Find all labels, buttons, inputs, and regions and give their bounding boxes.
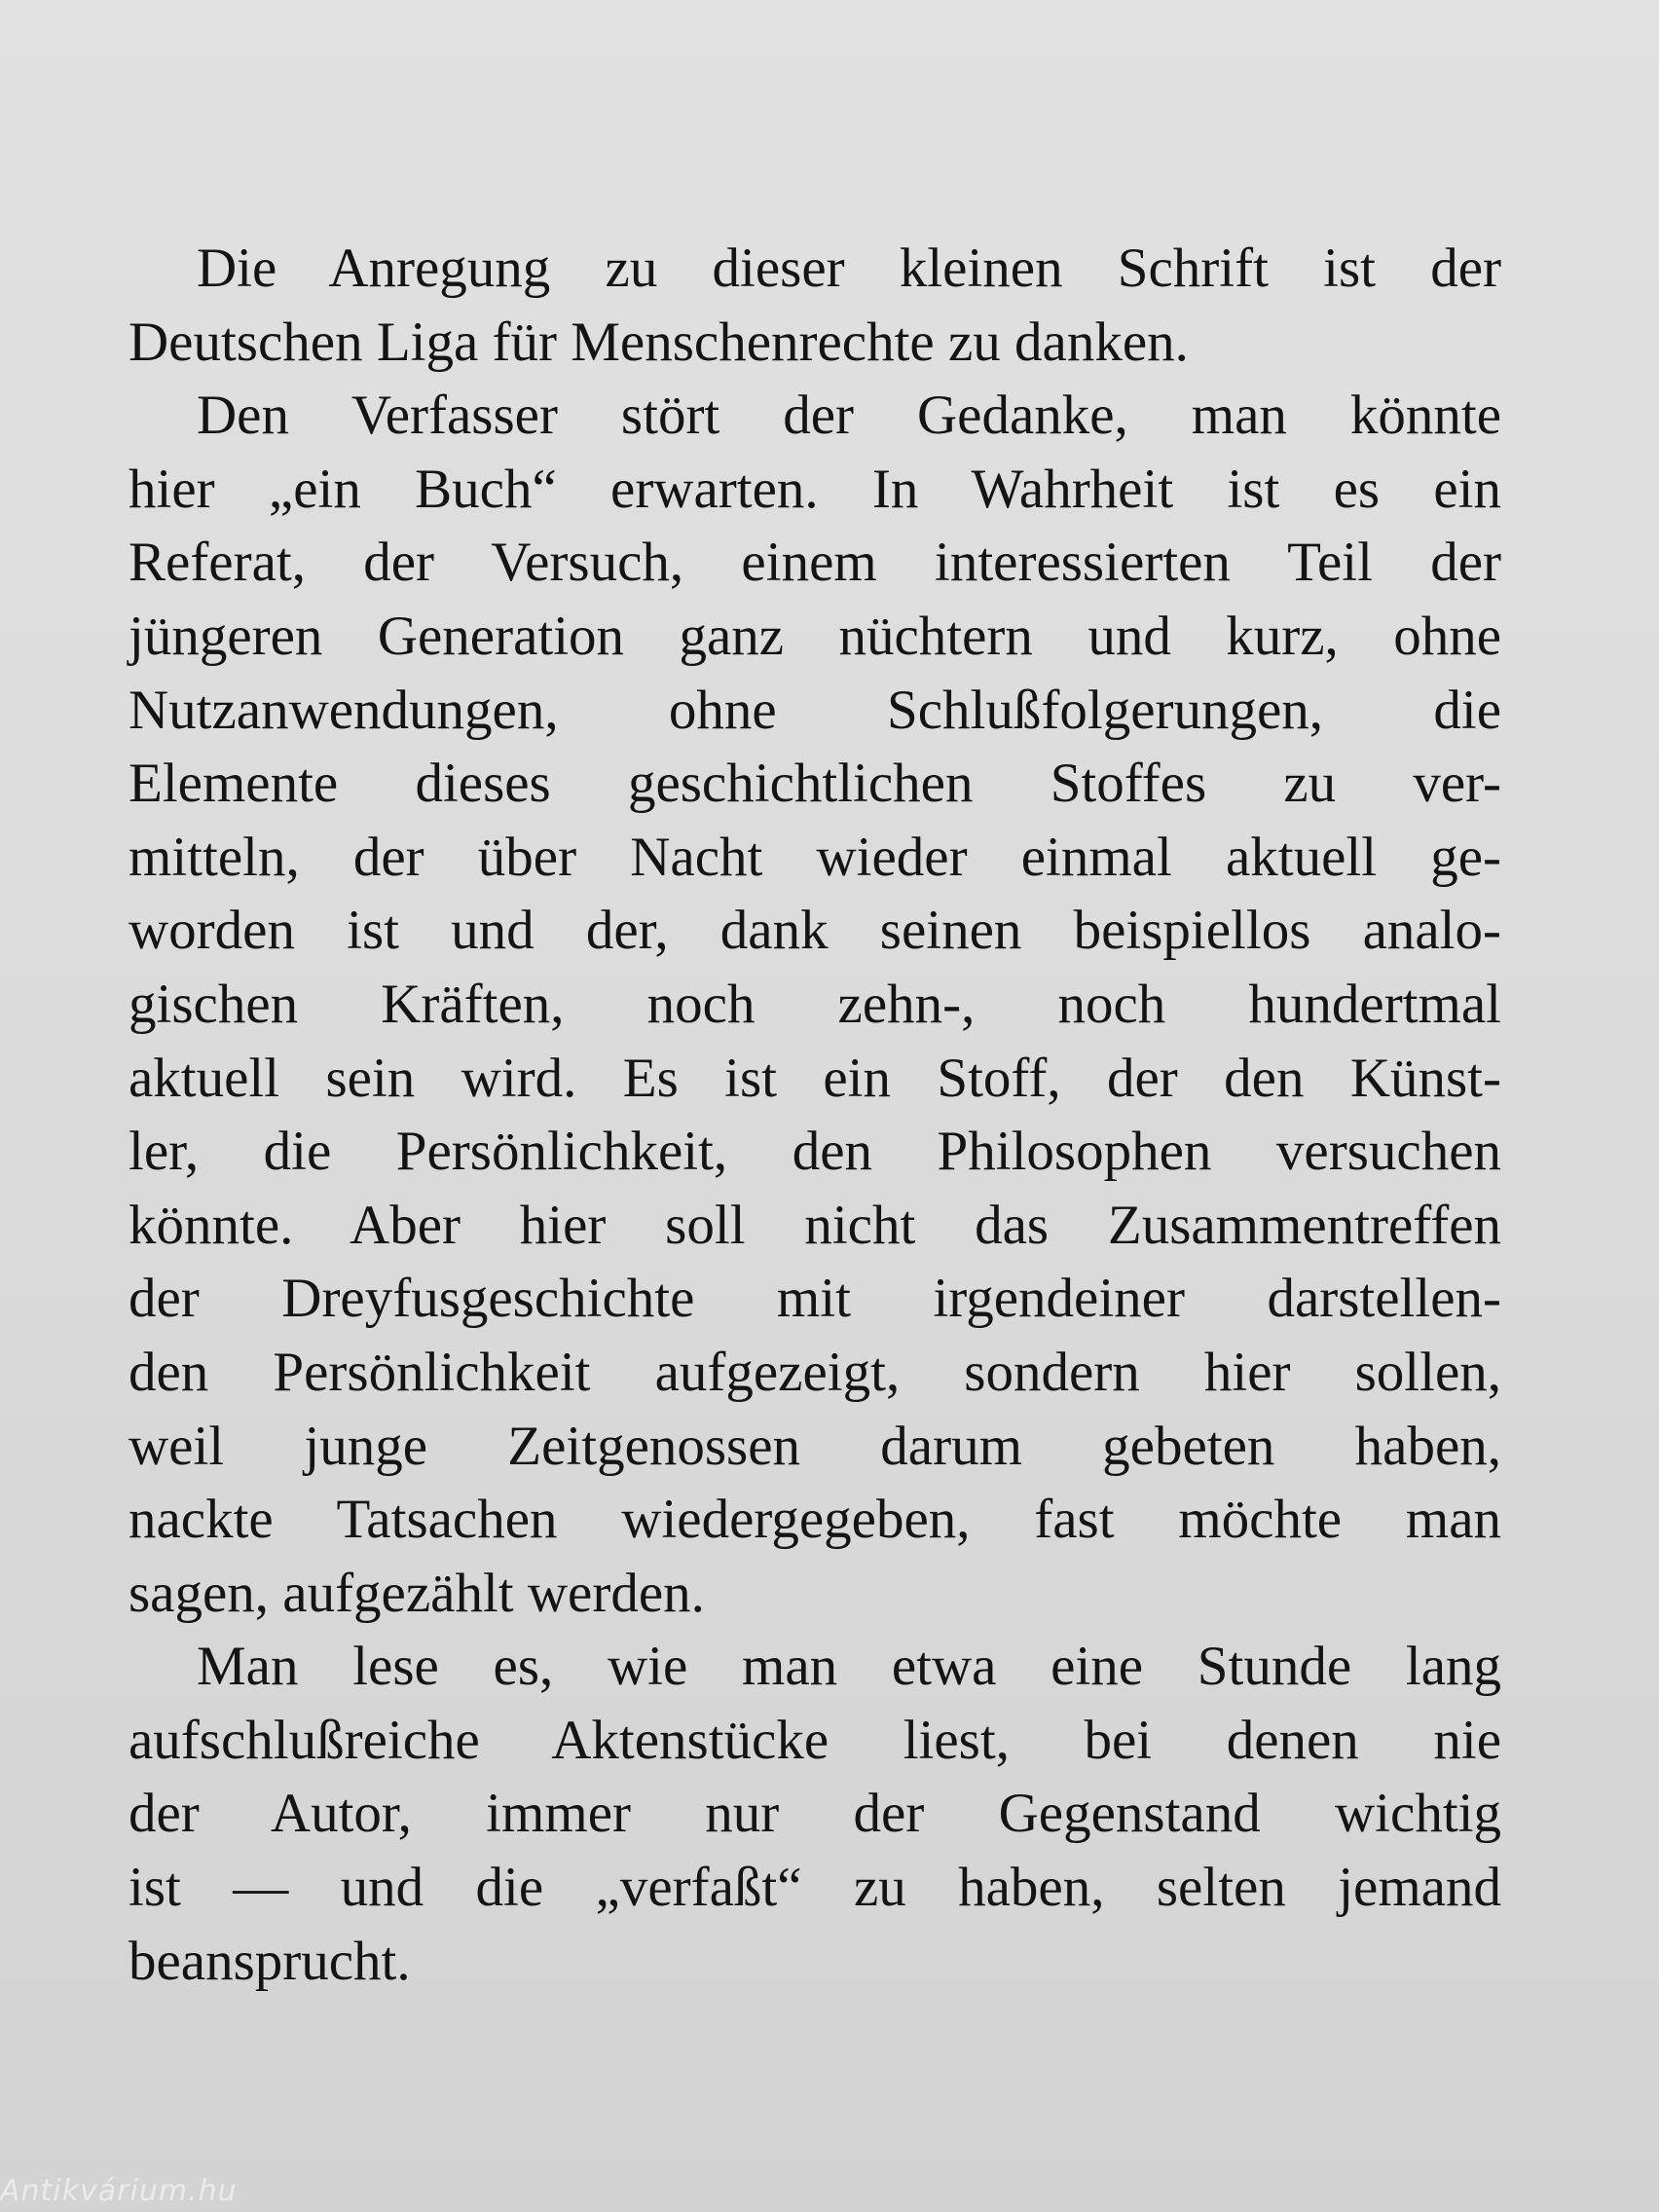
text-line: ist — und die „verfaßt“ zu haben, selten jemand [129, 1857, 1501, 1919]
text-line: der Dreyfusgeschichte mit irgendeiner darstellen- [129, 1268, 1501, 1330]
paragraph-2 [129, 379, 1501, 1630]
text-line: hier „ein Buch“ erwarten. In Wahrheit ist es ein [129, 458, 1501, 520]
text-line: Deutschen Liga für Menschenrechte zu danken. [129, 311, 1189, 373]
text-line: aktuell sein wird. Es ist ein Stoff, der den Künst- [129, 1047, 1501, 1109]
text-line: worden ist und der, dank seinen beispiellos analo- [129, 900, 1501, 962]
text-line: Nutzanwendungen, ohne Schlußfolgerungen, die [129, 679, 1501, 741]
text-line: Referat, der Versuch, einem interessierten Teil der [129, 532, 1501, 594]
paragraph-3 [129, 1630, 1501, 1998]
text-line: aufschlußreiche Aktenstücke liest, bei denen nie [129, 1709, 1501, 1771]
text-line: weil junge Zeitgenossen darum gebeten haben, [129, 1415, 1501, 1477]
text-line: mitteln, der über Nacht wieder einmal aktuell ge- [129, 826, 1501, 888]
text-line: jüngeren Generation ganz nüchtern und kurz, ohne [129, 605, 1501, 667]
text-line: gischen Kräften, noch zehn-, noch hundertmal [129, 973, 1501, 1035]
text-line: Die Anregung zu dieser kleinen Schrift ist der [197, 238, 1501, 299]
text-line: beansprucht. [129, 1930, 411, 1992]
text-line: sagen, aufgezählt werden. [129, 1562, 705, 1624]
text-line: könnte. Aber hier soll nicht das Zusammentreffen [129, 1194, 1501, 1256]
text-line: ler, die Persönlichkeit, den Philosophen versuchen [129, 1121, 1501, 1183]
text-line: Den Verfasser stört der Gedanke, man könnte [197, 385, 1501, 447]
text-line: den Persönlichkeit aufgezeigt, sondern hier sollen, [129, 1341, 1501, 1403]
text-body [129, 232, 1501, 1998]
text-line: Elemente dieses geschichtlichen Stoffes zu ver- [129, 753, 1501, 815]
text-line: Man lese es, wie man etwa eine Stunde lang [197, 1636, 1501, 1698]
watermark: Antikvárium.hu [0, 2174, 238, 2208]
paragraph-1 [129, 232, 1501, 379]
text-line: der Autor, immer nur der Gegenstand wichtig [129, 1783, 1501, 1845]
text-line: nackte Tatsachen wiedergegeben, fast möchte man [129, 1489, 1501, 1551]
